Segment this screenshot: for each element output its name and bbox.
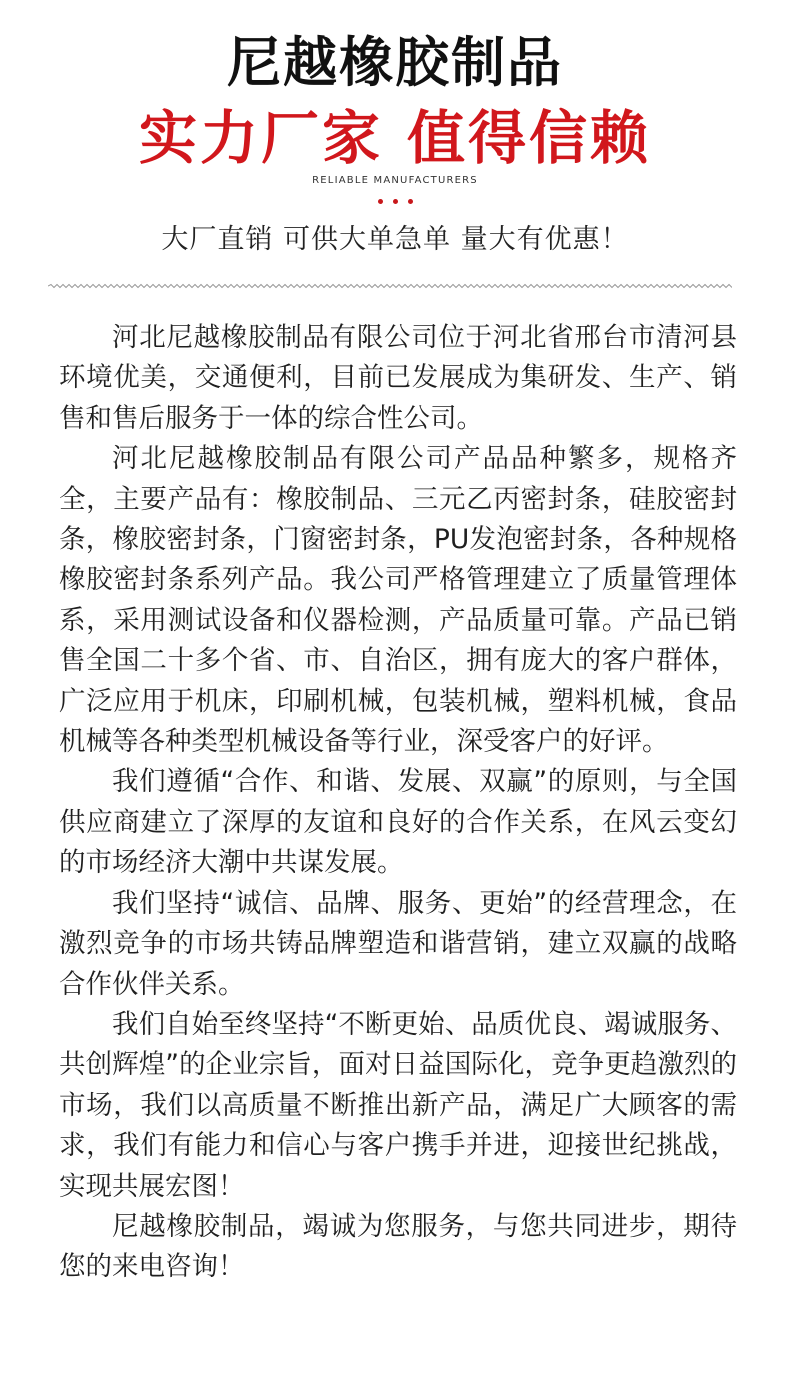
slogan-part-2: 值得信赖 (407, 104, 652, 172)
dot-icon (393, 199, 398, 204)
paragraph: 尼越橡胶制品，竭诚为您服务，与您共同进步，期待您的来电咨询！ (59, 1210, 737, 1283)
english-tagline: RELIABLE MANUFACTURERS (312, 175, 478, 186)
paragraph: 我们自始至终坚持“不断更始、品质优良、竭诚服务、共创辉煌”的企业宗旨，面对日益国际化，竞争更趋激烈的市场，我们以高质量不断推出新产品，满足广大顾客的需求，我们有能力和信心与客户携手并进，迎接世纪挑战，实现共展宏图！ (59, 1008, 737, 1202)
wavy-divider (48, 283, 732, 289)
paragraph: 我们坚持“诚信、品牌、服务、更始”的经营理念，在激烈竞争的市场共铸品牌塑造和谐营销，建立双赢的战略合作伙伴关系。 (59, 887, 737, 1000)
company-introduction (59, 318, 737, 1288)
paragraph: 河北尼越橡胶制品有限公司产品品种繁多，规格齐全，主要产品有：橡胶制品、三元乙丙密封条，硅胶密封条，橡胶密封条，门窗密封条，PU发泡密封条，各种规格橡胶密封条系列产品。我公司严格管理建立了质量管理体系，采用测试设备和仪器检测，产品质量可靠。产品已销售全国二十多个省、市、自治区，拥有庞大的客户群体，广泛应用于机床，印刷机械，包装机械，塑料机械，食品机械等各种类型机械设备等行业，深受客户的好评。 (59, 443, 737, 758)
paragraph: 河北尼越橡胶制品有限公司位于河北省邢台市清河县环境优美，交通便利，目前已发展成为集研发、生产、销售和售后服务于一体的综合性公司。 (59, 322, 737, 434)
page-title: 尼越橡胶制品 (227, 31, 563, 94)
dot-icon (408, 199, 413, 204)
slogan (0, 102, 790, 174)
dot-icon (378, 199, 383, 204)
decorative-dots (0, 199, 790, 209)
slogan-part-1: 实力厂家 (138, 104, 383, 172)
subtitle: 大厂直销 可供大单急单 量大有优惠！ (161, 224, 629, 255)
paragraph: 我们遵循“合作、和谐、发展、双赢”的原则，与全国供应商建立了深厚的友谊和良好的合作关系，在风云变幻的市场经济大潮中共谋发展。 (59, 766, 737, 879)
